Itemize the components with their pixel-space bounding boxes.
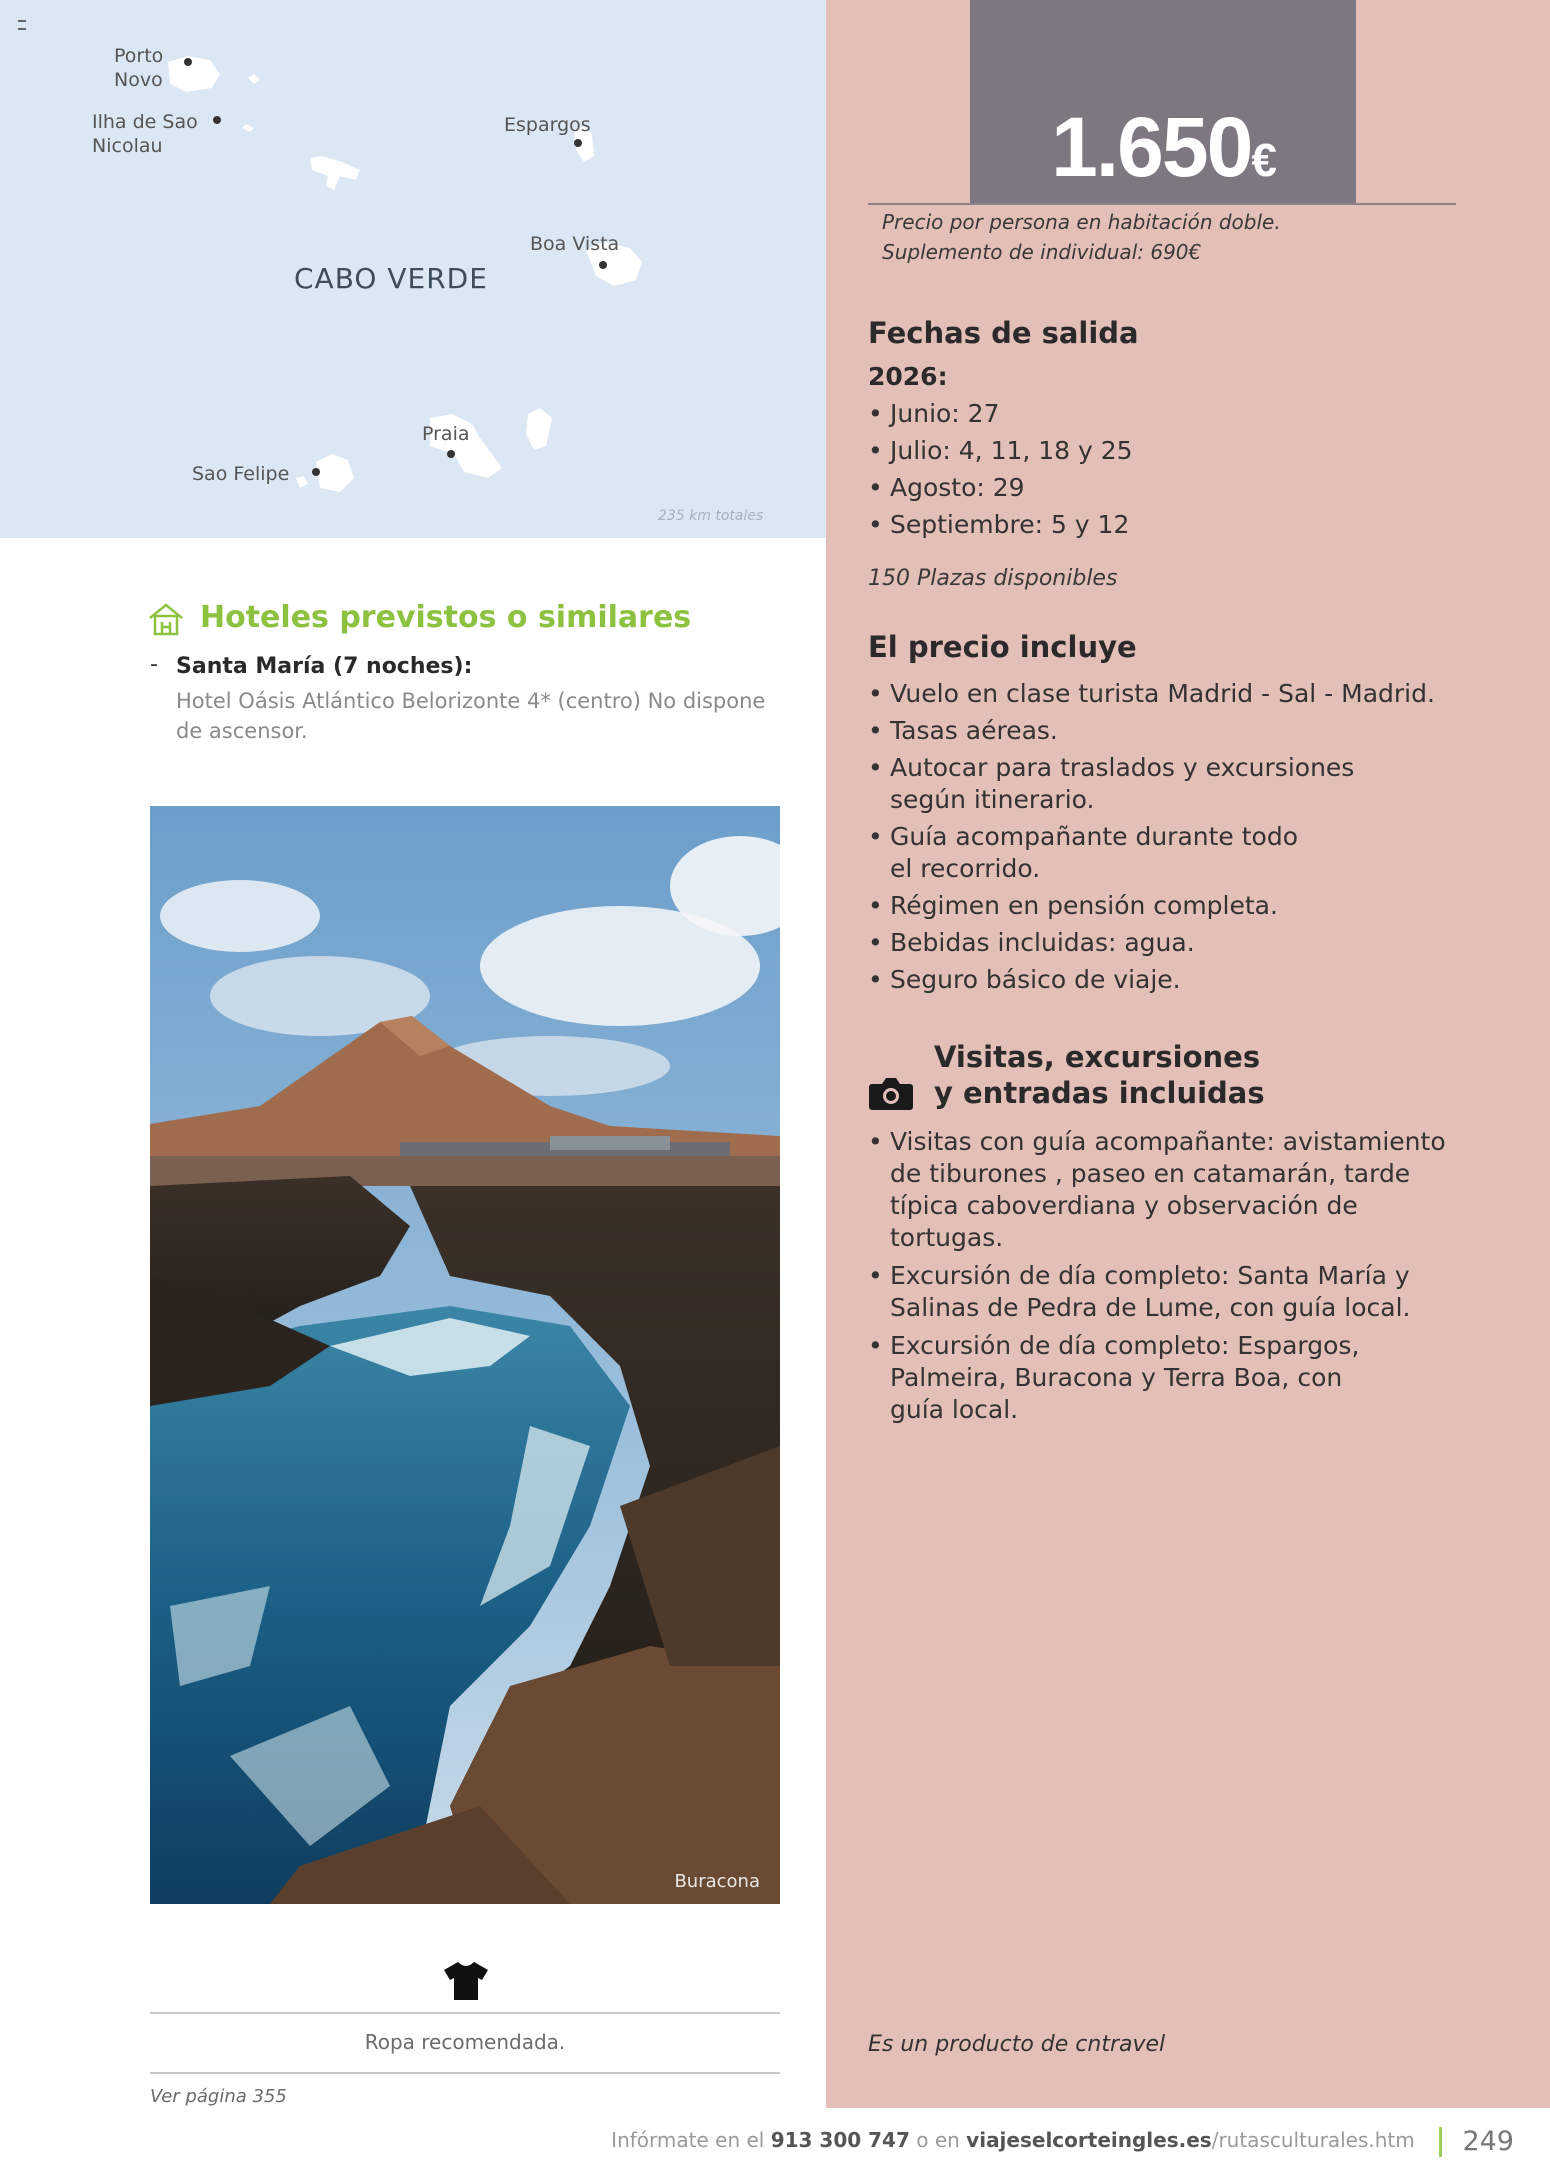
list-item: • Excursión de día completo: Santa María y Salinas de Pedra de Lume, con guía local.	[868, 1260, 1450, 1324]
photo-caption: Buracona	[674, 1871, 760, 1892]
footer-pre: Infórmate en el	[611, 2128, 765, 2152]
map-label-sao-felipe: Sao Felipe	[192, 463, 290, 485]
list-item: • Guía acompañante durante todo el recorrido.	[868, 821, 1320, 885]
footer-separator	[1439, 2127, 1442, 2157]
list-item: • Autocar para traslados y excursiones según itinerario.	[868, 752, 1370, 816]
map-label-praia: Praia	[422, 423, 470, 445]
list-item: • Agosto: 29	[868, 472, 1508, 504]
map-label-boa-vista: Boa Vista	[530, 233, 620, 255]
list-item: • Septiembre: 5 y 12	[868, 509, 1508, 541]
map-label-sao-nicolau: Ilha de Sao Nicolau	[92, 111, 198, 157]
list-item: • Excursión de día completo: Espargos, Palmeira, Buracona y Terra Boa, con guía local.	[868, 1330, 1390, 1426]
hotel-icon	[148, 602, 184, 636]
divider	[150, 2012, 780, 2014]
map-label-porto-novo: Porto Novo	[114, 45, 164, 91]
map-scale: 235 km totales	[658, 508, 764, 524]
price-box	[970, 0, 1356, 203]
corner-mark	[18, 20, 26, 30]
footer-site[interactable]: viajeselcorteingles.es	[966, 2128, 1212, 2152]
producto-note: Es un producto de cntravel	[868, 2032, 1166, 2057]
incluye-list	[868, 678, 1435, 1001]
price-currency: €	[1251, 134, 1275, 186]
map-label-espargos: Espargos	[504, 114, 591, 136]
price-divider	[868, 203, 1456, 205]
map-country-label: CABO VERDE	[294, 262, 488, 295]
fechas-title: Fechas de salida	[868, 316, 1139, 350]
price-note: Precio por persona en habitación doble.	[882, 210, 1281, 234]
supplement-note: Suplemento de individual: 690€	[882, 240, 1202, 264]
price-amount: 1.650	[1051, 100, 1252, 194]
visitas-list	[868, 1126, 1468, 1431]
list-item: • Junio: 27	[868, 398, 1508, 430]
see-page-link[interactable]: Ver página 355	[150, 2086, 287, 2107]
footer-path[interactable]: /rutasculturales.htm	[1211, 2128, 1415, 2152]
list-item: • Tasas aéreas.	[868, 715, 1428, 747]
list-item: • Visitas con guía acompañante: avistamiento de tiburones , paseo en catamarán, tarde típica caboverdiana y observación de tortugas.	[868, 1126, 1468, 1254]
divider	[150, 2072, 780, 2074]
map	[0, 0, 826, 538]
info-panel	[826, 0, 1550, 2108]
list-item: • Régimen en pensión completa.	[868, 890, 1428, 922]
visitas-title-line2: y entradas incluidas	[934, 1076, 1265, 1110]
hotel-description: Hotel Oásis Atlántico Belorizonte 4* (centro) No dispone de ascensor.	[176, 689, 766, 743]
shirt-icon	[442, 1960, 490, 2002]
price	[970, 100, 1356, 202]
list-item: • Julio: 4, 11, 18 y 25	[868, 435, 1508, 467]
hotel-dash: -	[150, 652, 158, 677]
fechas-list	[868, 398, 1508, 546]
hotels-title: Hoteles previstos o similares	[200, 600, 692, 635]
list-item: • Bebidas incluidas: agua.	[868, 927, 1428, 959]
footer	[611, 2126, 1514, 2157]
list-item: • Vuelo en clase turista Madrid - Sal - Madrid.	[868, 678, 1510, 710]
page-number: 249	[1462, 2126, 1514, 2157]
buracona-photo	[150, 806, 780, 1904]
camera-icon	[868, 1076, 914, 1112]
footer-mid: o en	[916, 2128, 960, 2152]
plazas-disponibles: 150 Plazas disponibles	[868, 566, 1118, 591]
incluye-title: El precio incluye	[868, 630, 1137, 664]
ropa-recomendada: Ropa recomendada.	[364, 2030, 566, 2054]
fechas-year: 2026:	[868, 362, 948, 391]
list-item: • Seguro básico de viaje.	[868, 964, 1428, 996]
hotel-location: Santa María (7 noches):	[176, 654, 473, 679]
visitas-title-line1: Visitas, excursiones	[934, 1040, 1261, 1074]
footer-phone[interactable]: 913 300 747	[770, 2128, 910, 2152]
